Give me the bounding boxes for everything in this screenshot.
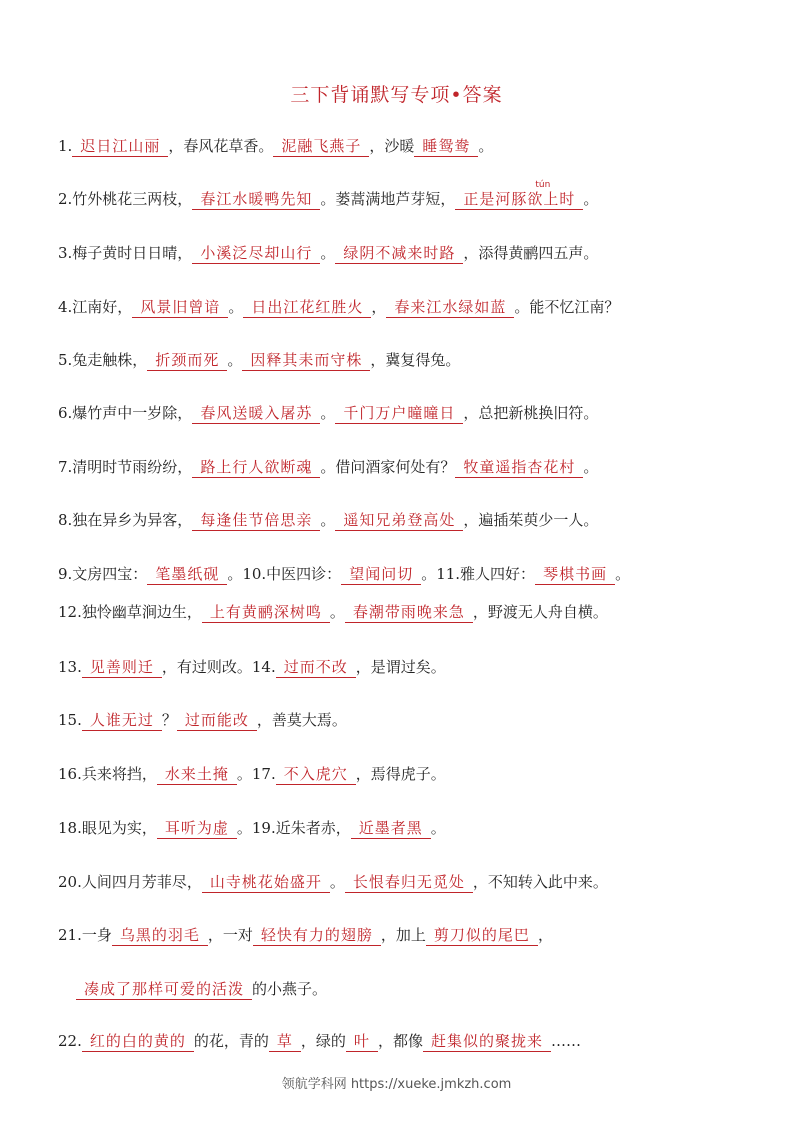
answer-blank: 每逢佳节倍思亲 [192, 511, 320, 531]
answer-line-4 [58, 296, 759, 318]
answer-line-12 [58, 709, 759, 731]
prompt-text: 9.文房四宝： [58, 565, 148, 583]
prompt-text: 18.眼见为实， [58, 819, 157, 837]
prompt-text: 的花，青的 [193, 1032, 269, 1050]
prompt-text: ，不知转入此中来。 [472, 873, 608, 891]
prompt-text: 4.江南好， [58, 298, 133, 316]
answer-blank: 长恨春归无觅处 [345, 873, 473, 893]
answer-blank: 春风送暖入屠苏 [192, 404, 320, 424]
answer-line-16 [58, 924, 759, 946]
prompt-text: 。 [227, 351, 243, 369]
prompt-text: 。 [228, 298, 244, 316]
footer-watermark: 领航学科网 https://xueke.jmkzh.com [281, 1077, 512, 1092]
prompt-text: 21.一身 [58, 926, 112, 944]
answer-line-8 [58, 509, 759, 531]
prompt-text: ，加上 [380, 926, 426, 944]
answer-line-3 [58, 242, 759, 264]
answer-blank: 草 [269, 1032, 301, 1052]
prompt-text: ，野渡无人舟自横。 [472, 603, 608, 621]
answer-blank: 春江水暖鸭先知 [192, 190, 320, 210]
answer-line-1 [58, 135, 759, 157]
prompt-text: 。 [583, 458, 599, 476]
answer-blank: 千门万户曈曈日 [335, 404, 463, 424]
answer-blank: 轻快有力的翅膀 [253, 926, 381, 946]
prompt-text: 20.人间四月芳菲尽， [58, 873, 202, 891]
prompt-text: ？ [161, 711, 177, 729]
prompt-text: ，总把新桃换旧符。 [463, 404, 599, 422]
prompt-text: 。19.近朱者赤， [236, 819, 351, 837]
answer-blank: 耳听为虚 [157, 819, 237, 839]
answer-line-9 [58, 563, 759, 585]
answer-blank: 春来江水绿如蓝 [386, 298, 514, 318]
prompt-text: 22. [58, 1032, 82, 1050]
prompt-text: 8.独在异乡为异客， [58, 511, 193, 529]
prompt-text: 。 [329, 603, 345, 621]
prompt-text: 。 [430, 819, 446, 837]
answer-blank: 琴棋书画 [535, 565, 615, 585]
prompt-text: 。10.中医四诊： [227, 565, 342, 583]
prompt-text: 5.兔走触株， [58, 351, 148, 369]
prompt-text: 15. [58, 711, 82, 729]
answer-blank: 近墨者黑 [351, 819, 431, 839]
prompt-text: 2.竹外桃花三两枝， [58, 190, 193, 208]
answer-blank: 望闻问切 [341, 565, 421, 585]
prompt-text: 。 [320, 244, 336, 262]
answer-blank: 迟日江山丽 [72, 137, 168, 157]
answer-line-2 [58, 180, 759, 210]
pinyin-annotation: tún [535, 180, 551, 190]
answer-blank: 泥融飞燕子 [273, 137, 369, 157]
answer-blank: 日出江花红胜火 [243, 298, 371, 318]
answer-blank: 赶集似的聚拢来 [423, 1032, 551, 1052]
prompt-text: ，春风花草香。 [168, 137, 274, 155]
prompt-text: 12.独怜幽草涧边生， [58, 603, 202, 621]
answer-blank: 见善则迁 [82, 658, 162, 678]
answer-blank: 人谁无过 [82, 711, 162, 731]
answer-line-15 [58, 871, 759, 893]
prompt-text: 16.兵来将挡， [58, 765, 157, 783]
prompt-text: 。能不忆江南？ [514, 298, 620, 316]
prompt-text: 。 [615, 565, 631, 583]
prompt-text: 。 [320, 404, 336, 422]
prompt-text: 7.清明时节雨纷纷， [58, 458, 193, 476]
prompt-text: 3.梅子黄时日日晴， [58, 244, 193, 262]
prompt-text: 。 [583, 190, 599, 208]
answer-blank: 剪刀似的尾巴 [426, 926, 538, 946]
answer-line-14 [58, 817, 759, 839]
answer-blank: 山寺桃花始盛开 [202, 873, 330, 893]
answer-blank: 路上行人欲断魂 [192, 458, 320, 478]
prompt-text: 6.爆竹声中一岁除， [58, 404, 193, 422]
answer-blank: 上有黄鹂深树鸣 [202, 603, 330, 623]
answer-blank: 凑成了那样可爱的活泼 [76, 980, 252, 1000]
answer-line-18 [58, 1030, 759, 1052]
prompt-text: 。 [478, 137, 494, 155]
answer-blank: 因释其耒而守株 [242, 351, 370, 371]
prompt-text: ，都像 [377, 1032, 423, 1050]
answer-blank: 折颈而死 [147, 351, 227, 371]
answer-blank: 牧童遥指杏花村 [455, 458, 583, 478]
prompt-text: 。 [320, 511, 336, 529]
answer-blank: 红的白的黄的 [82, 1032, 194, 1052]
answer-line-10 [58, 601, 759, 623]
prompt-text: 。借问酒家何处有？ [320, 458, 456, 476]
answer-blank: 正是河豚欲上时 tún [455, 190, 583, 210]
prompt-text: 。17. [236, 765, 276, 783]
prompt-text: 的小燕子。 [252, 980, 328, 998]
answer-blank: 过而不改 [276, 658, 356, 678]
answer-blank: 乌黑的羽毛 [112, 926, 208, 946]
prompt-text: 13. [58, 658, 82, 676]
answer-blank: 风景旧曾谙 [132, 298, 228, 318]
prompt-text: ， [537, 926, 553, 944]
document-title: 三下背诵默写专项•答案 [290, 84, 503, 106]
answer-line-11 [58, 656, 759, 678]
answer-line-6 [58, 402, 759, 424]
prompt-text: ，冀复得兔。 [370, 351, 461, 369]
answer-blank: 遥知兄弟登高处 [335, 511, 463, 531]
answer-blank: 睡鸳鸯 [414, 137, 478, 157]
prompt-text: ，是谓过矣。 [355, 658, 446, 676]
answer-line-17 [76, 978, 759, 1000]
answer-blank: 水来土掩 [157, 765, 237, 785]
answer-blank: 春潮带雨晚来急 [345, 603, 473, 623]
prompt-text: ，沙暖 [369, 137, 415, 155]
prompt-text: ，添得黄鹂四五声。 [463, 244, 599, 262]
prompt-text: 1. [58, 137, 73, 155]
prompt-text: ，善莫大焉。 [256, 711, 347, 729]
answer-blank: 笔墨纸砚 [147, 565, 227, 585]
answer-line-13 [58, 763, 759, 785]
prompt-text: ， [371, 298, 387, 316]
prompt-text: ，遍插茱萸少一人。 [463, 511, 599, 529]
answer-line-7 [58, 456, 759, 478]
answer-blank: 小溪泛尽却山行 [192, 244, 320, 264]
answer-blank: 绿阴不减来时路 [335, 244, 463, 264]
prompt-text: …… [550, 1032, 581, 1050]
prompt-text: 。蒌蒿满地芦芽短， [320, 190, 456, 208]
answer-line-5 [58, 349, 759, 371]
prompt-text: ，绿的 [300, 1032, 346, 1050]
prompt-text: 。 [329, 873, 345, 891]
prompt-text: ，有过则改。14. [161, 658, 276, 676]
answer-blank: 叶 [346, 1032, 378, 1052]
answer-blank: 不入虎穴 [276, 765, 356, 785]
answer-blank: 过而能改 [177, 711, 257, 731]
prompt-text: ，一对 [207, 926, 253, 944]
prompt-text: ，焉得虎子。 [355, 765, 446, 783]
prompt-text: 。11.雅人四好： [421, 565, 536, 583]
